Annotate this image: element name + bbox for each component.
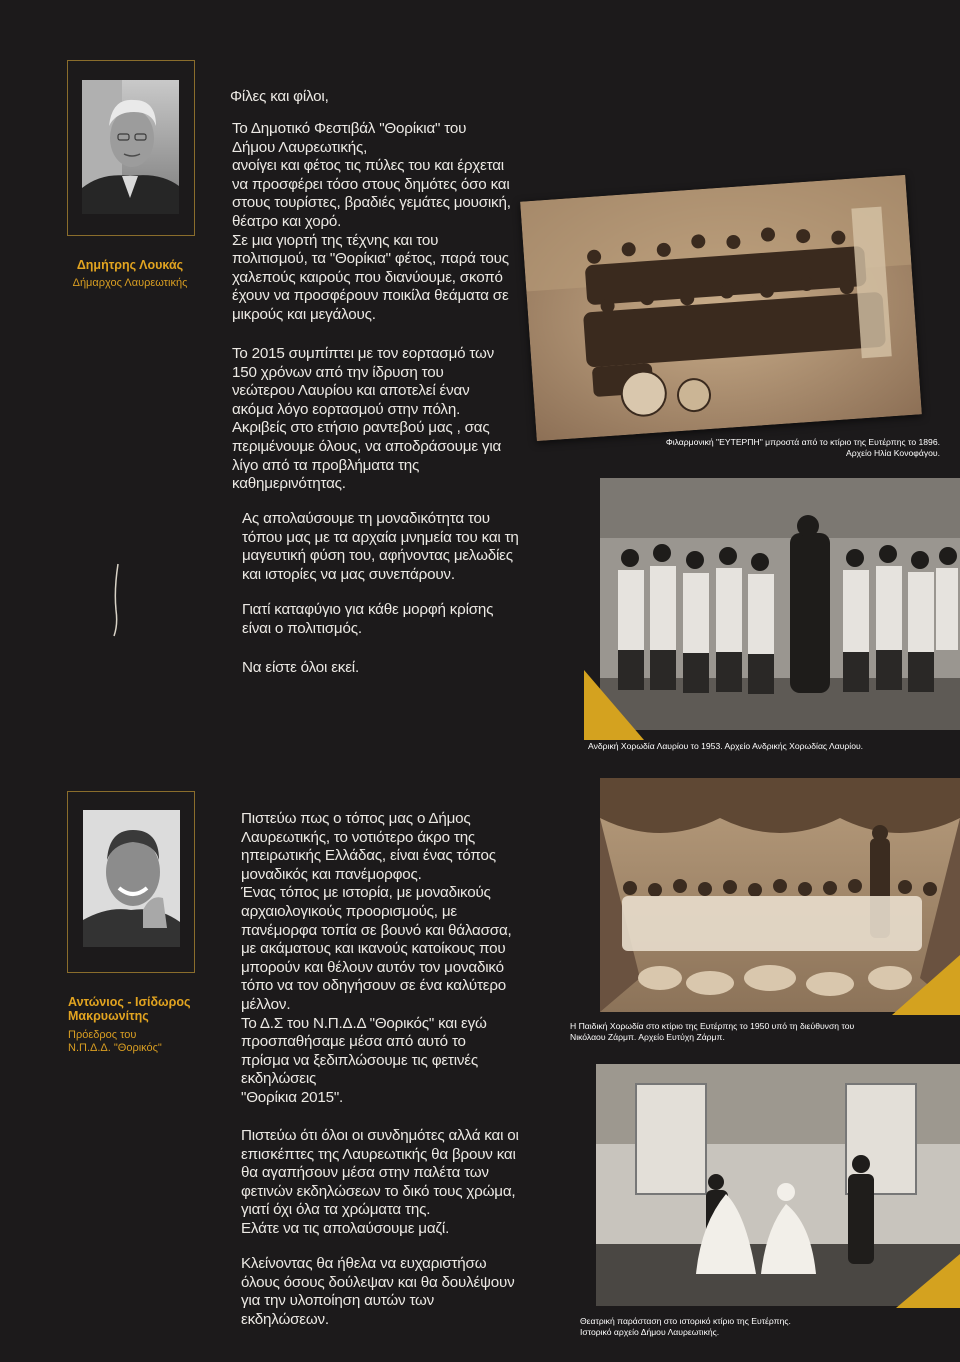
text-line: λίγο από τα προβλήματα της — [232, 456, 420, 474]
president-role-line2: Ν.Π.Δ.Δ. "Θορικός" — [68, 1042, 162, 1054]
text-line: 150 χρόνων από την ίδρυση του — [232, 363, 444, 381]
section1-paragraph-4 — [242, 601, 562, 638]
mayor-portrait — [82, 80, 179, 214]
text-line: στους τουρίστες, βραδιές γεμάτες μουσική, — [232, 194, 511, 212]
text-line: Ελάτε να τις απολαύσουμε μαζί. — [241, 1219, 450, 1237]
caption-theatre — [580, 1316, 940, 1338]
section2-paragraph-3 — [241, 1255, 561, 1329]
text-line: πανέμορφα τοπία σε βουνό και θάλασσα, — [241, 921, 512, 939]
text-line: Νικόλαου Ζάρμπ. Αρχείο Ευτύχη Ζάρμπ. — [570, 1032, 725, 1042]
text-line: Δήμου Λαυρεωτικής, — [232, 138, 368, 156]
text-line: μοναδικός και πανέμορφος. — [241, 865, 422, 883]
text-line: χαλεπούς καιρούς που διανύουμε, σκοπό — [232, 268, 503, 286]
text-line: πολιτισμού, τα "Θορίκια" φέτος, παρά τους — [232, 250, 509, 268]
text-line: καθημερινότητας. — [232, 475, 346, 493]
text-line: Ένας τόπος με ιστορία, με μοναδικούς — [241, 884, 491, 902]
text-line: Σε μια γιορτή της τέχνης και του — [232, 231, 439, 249]
section1-paragraph-5: Να είστε όλοι εκεί. — [242, 659, 359, 676]
accent-triangle-3 — [896, 1254, 960, 1308]
section1-paragraph-2 — [232, 345, 532, 494]
caption-philharmonic — [600, 437, 940, 459]
president-portrait — [83, 810, 180, 947]
text-line: είναι ο πολιτισμός. — [242, 619, 362, 637]
section1-paragraph-3 — [242, 510, 562, 584]
caption-children-choir — [570, 1021, 940, 1043]
text-line: φετινών εκδηλώσεων το δικό τους χρώμα, — [241, 1182, 516, 1200]
text-line: Το 2015 συμπίπτει με τον εορτασμό των — [232, 345, 495, 362]
greeting: Φίλες και φίλοι, — [230, 88, 329, 105]
text-line: τόπου μας με τα αρχαία μνημεία του και τη — [242, 528, 519, 546]
text-line: τόπο να τον οδηγήσουν σε ένα καλύτερο — [241, 977, 507, 995]
text-line: μπορούν και θέλουν αυτόν τον μοναδικό — [241, 958, 504, 976]
text-line: Πιστεύω ότι όλοι οι συνδημότες αλλά και οι — [241, 1127, 519, 1144]
mayor-role: Δήμαρχος Λαυρεωτικής — [72, 277, 188, 289]
text-line: Λαυρεωτικής, το νοτιότερο άκρο της — [241, 828, 476, 846]
text-line: Ακριβείς στο ετήσιο ραντεβού μας , σας — [232, 419, 490, 437]
accent-triangle-2 — [882, 955, 960, 1015]
accent-triangle-1 — [584, 660, 644, 740]
quill-decoration — [100, 560, 130, 640]
text-line: περιμένουμε όλους, να αποδράσουμε για — [232, 437, 502, 455]
text-line: Ας απολαύσουμε τη μοναδικότητα του — [242, 510, 490, 527]
section2-paragraph-2 — [241, 1127, 561, 1239]
text-line: εκδηλώσεις — [241, 1070, 317, 1088]
text-line: νεώτερου Λαυρίου και αποτελεί έναν — [232, 382, 470, 400]
text-line: θέατρο και χορό. — [232, 212, 342, 230]
text-line: μαγευτική φύση του, αφήνοντας μελωδίες — [242, 547, 513, 565]
president-role-line1: Πρόεδρος του — [68, 1029, 137, 1041]
photo-philharmonic-1896 — [520, 175, 922, 441]
text-line: ηπειρωτικής Ελλάδας, είναι ένας τόπος — [241, 847, 496, 865]
text-line: προσπαθήσαμε μέσα από αυτό το — [241, 1033, 466, 1051]
text-line: Κλείνοντας θα ήθελα να ευχαριστήσω — [241, 1255, 487, 1272]
text-line: εκδηλώσεων. — [241, 1310, 329, 1328]
text-line: θα αγαπήσουν μέσα στην παλέτα των — [241, 1164, 489, 1182]
text-line: με ακάματους και ικανούς κατοίκους που — [241, 940, 506, 958]
text-line: ανοίγει και φέτος τις πύλες του και έρχεται — [232, 157, 504, 175]
text-line: να προσφέρει τόσο στους δημότες όσο και — [232, 175, 510, 193]
text-line: Ιστορικό αρχείο Δήμου Λαυρεωτικής. — [580, 1327, 720, 1337]
president-name-line2: Μακρυωνίτης — [68, 1009, 149, 1023]
text-line: ακόμα λόγο εορτασμού στην πόλη. — [232, 400, 461, 418]
text-line: μικρούς και μεγάλους. — [232, 305, 376, 323]
text-line: Η Παιδική Χορωδία στο κτίριο της Ευτέρπης το 1950 υπό τη διεύθυνση του — [570, 1021, 855, 1031]
section2-paragraph-1 — [241, 810, 561, 1108]
text-line: γιατί όχι όλα τα χρώματα της. — [241, 1201, 431, 1219]
text-line: αρχαιολογικούς προορισμούς, με — [241, 902, 457, 920]
text-line: μέλλον. — [241, 995, 291, 1013]
mayor-name: Δημήτρης Λουκάς — [76, 258, 184, 272]
text-line: όλους όσους δούλεψαν και θα δουλέψουν — [241, 1273, 515, 1291]
text-line: Το Δ.Σ του Ν.Π.Δ.Δ "Θορικός" και εγώ — [241, 1014, 487, 1032]
text-line: Το Δημοτικό Φεστιβάλ "Θορίκια" του — [232, 120, 467, 137]
president-name-line1: Αντώνιος - Ισίδωρος — [68, 995, 191, 1009]
text-line: έχουν να προσφέρουν ποικίλα θεάματα σε — [232, 287, 509, 305]
text-line: "Θορίκια 2015". — [241, 1088, 344, 1106]
text-line: Γιατί καταφύγιο για κάθε μορφή κρίσης — [242, 601, 494, 618]
section1-paragraph-1 — [232, 120, 532, 325]
text-line: πρίσμα να ξεδιπλώσουμε τις φετινές — [241, 1051, 478, 1069]
text-line: Αρχείο Ηλία Κονοφάγου. — [846, 448, 940, 458]
photo-male-choir-1953 — [600, 478, 960, 730]
text-line: Πιστεύω πως ο τόπος μας ο Δήμος — [241, 810, 471, 827]
text-line: για την υλοποίηση αυτών των — [241, 1292, 435, 1310]
text-line: και ιστορίες να μας συνεπάρουν. — [242, 565, 455, 583]
caption-male-choir: Ανδρική Χορωδία Λαυρίου το 1953. Αρχείο Ανδρικής Χορωδίας Λαυρίου. — [588, 741, 864, 751]
text-line: Θεατρική παράσταση στο ιστορικό κτίριο της Ευτέρπης. — [580, 1316, 791, 1326]
text-line: Φιλαρμονική "ΕΥΤΕΡΠΗ" μπροστά από το κτίριο της Ευτέρπης το 1896. — [665, 437, 940, 447]
text-line: επισκέπτες της Λαυρεωτικής θα βρουν και — [241, 1145, 516, 1163]
